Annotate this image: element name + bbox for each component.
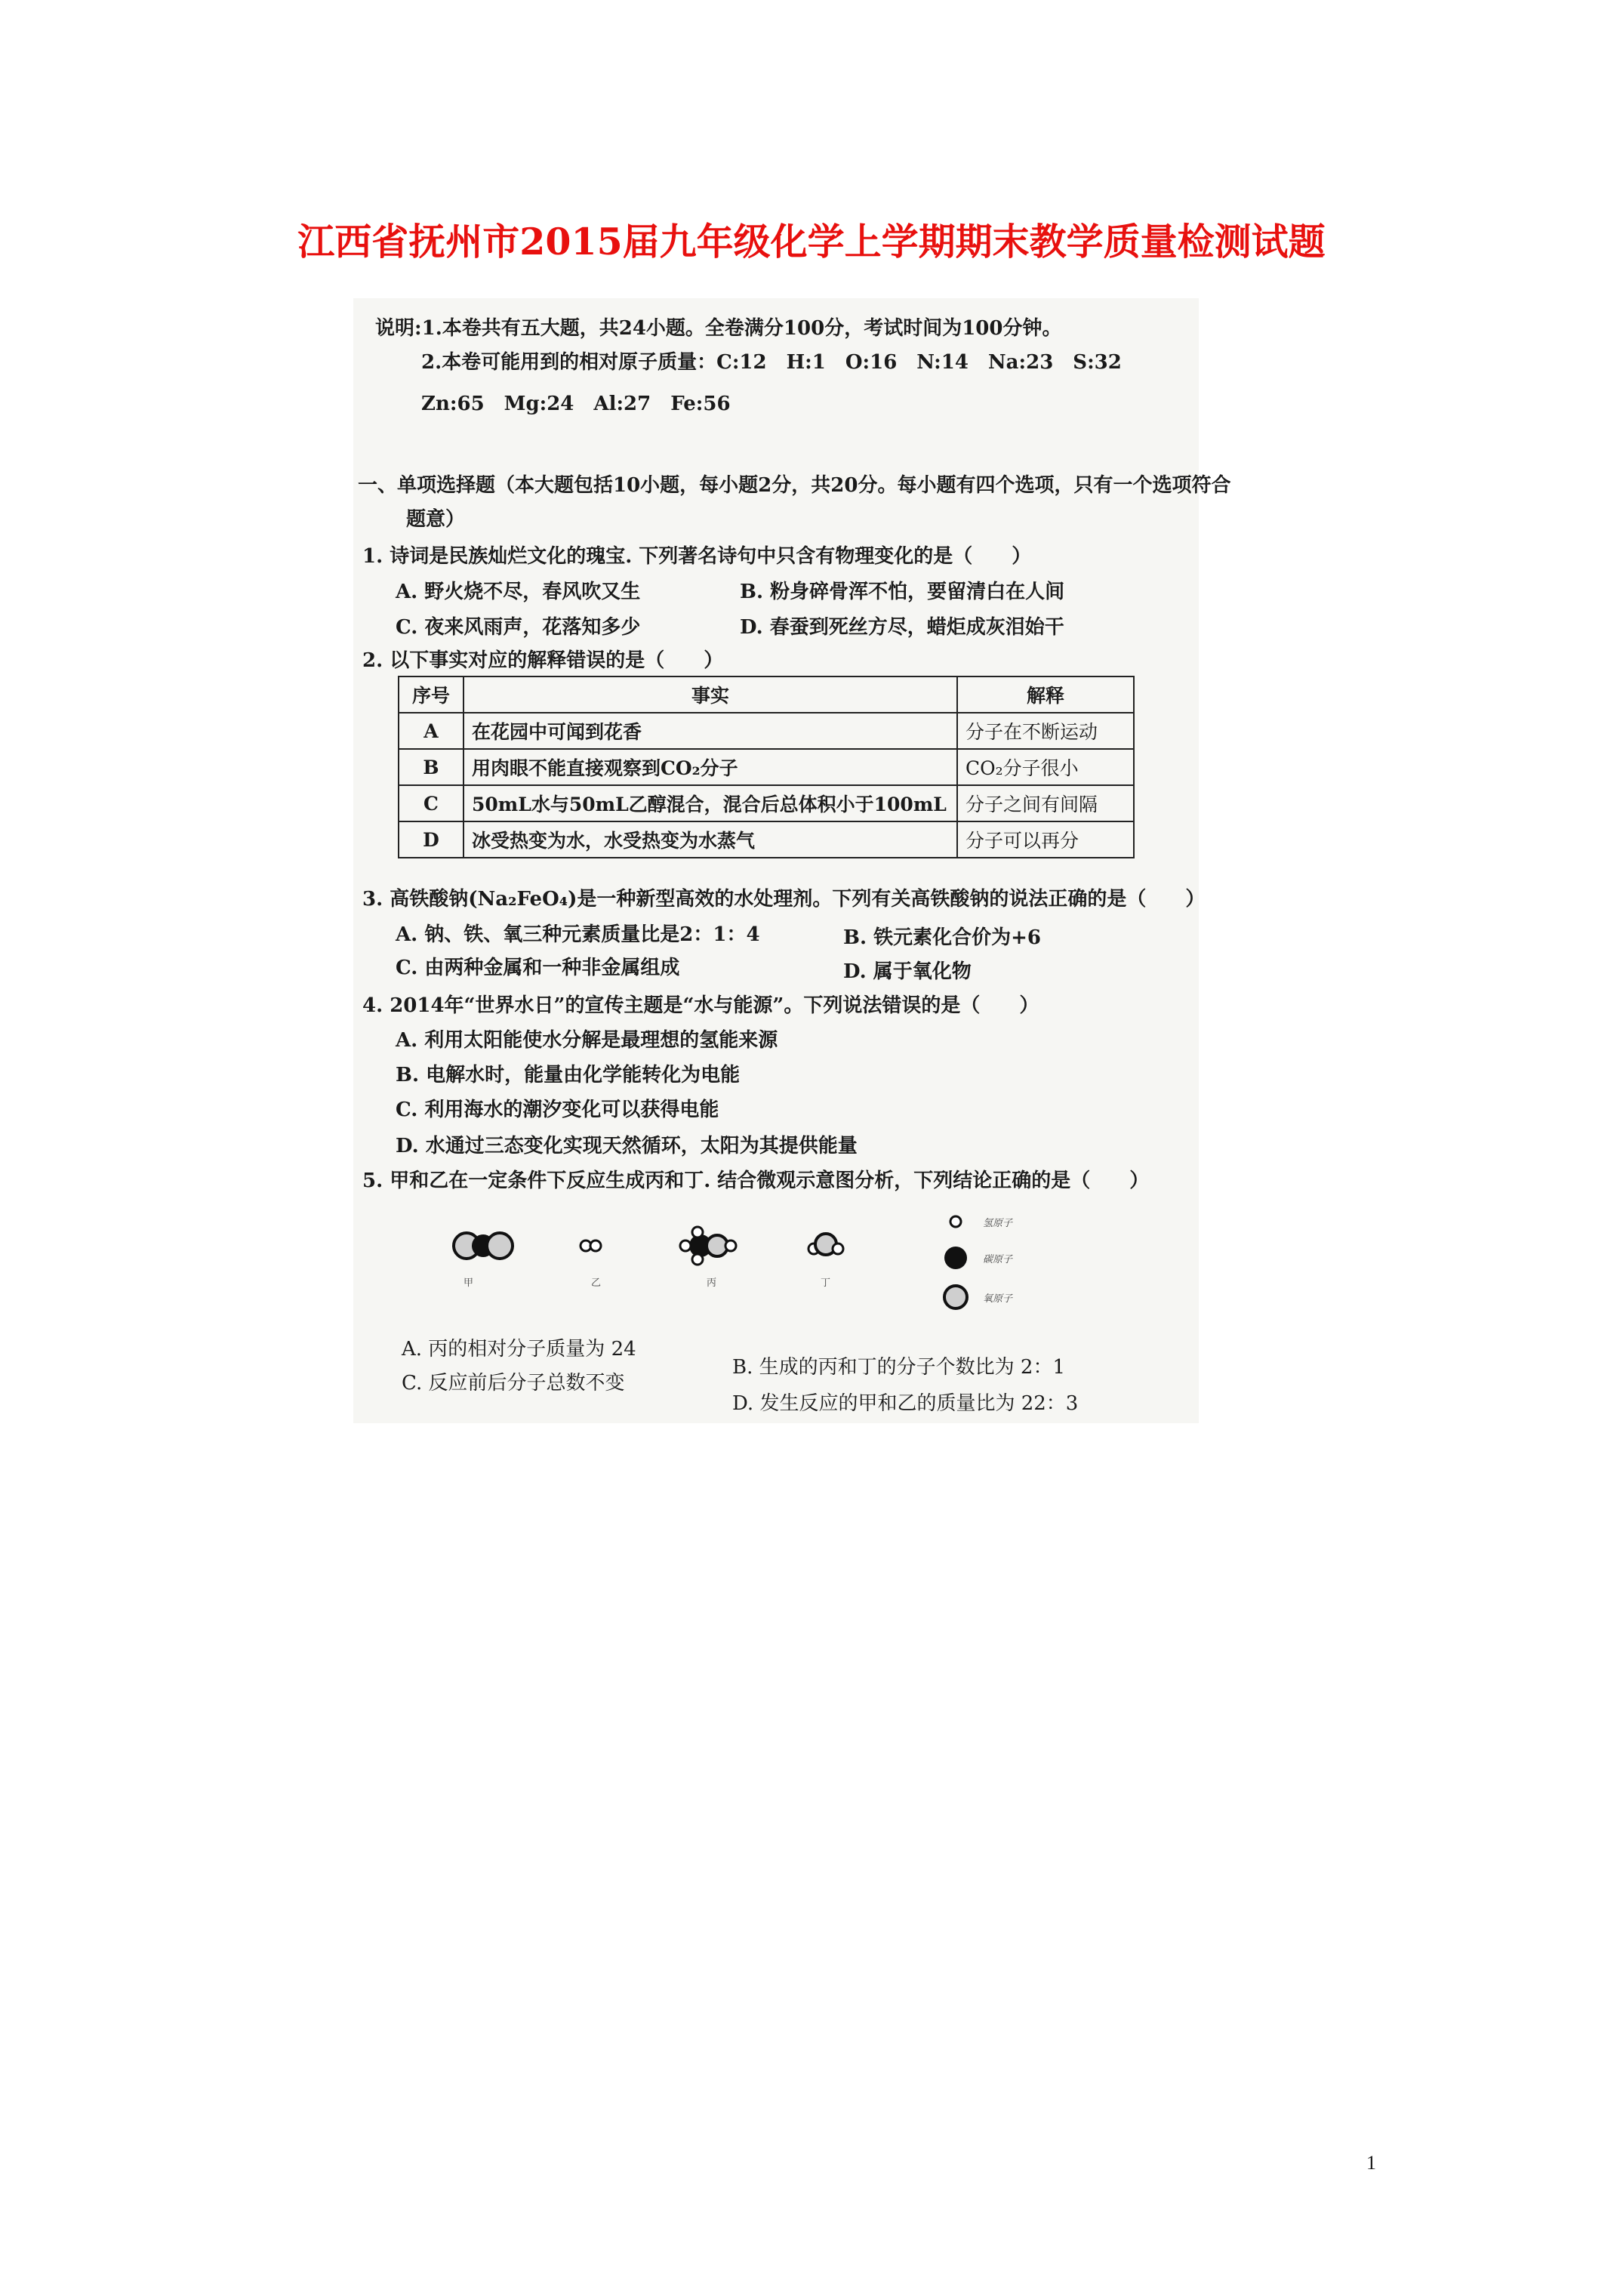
- q1-option-d: D. 春蚕到死丝方尽，蜡炬成灰泪始干: [740, 616, 1064, 639]
- note-line-2: 2.本卷可能用到的相对原子质量：C:12 H:1 O:16 N:14 Na:23 S:32: [421, 351, 1122, 374]
- q4-option-d: D. 水通过三态变化实现天然循环，太阳为其提供能量: [396, 1135, 858, 1157]
- q3-option-c: C. 由两种金属和一种非金属组成: [396, 957, 680, 979]
- legend-carbon-label: 碳原子: [983, 1254, 1013, 1265]
- label-bing: 丙: [707, 1277, 717, 1289]
- q4-option-c: C. 利用海水的潮汐变化可以获得电能: [396, 1099, 719, 1121]
- header-explain: 解释: [957, 676, 1134, 713]
- q3-option-b: B. 铁元素化合价为+6: [843, 926, 1041, 949]
- row-explain: 分子可以再分: [957, 821, 1134, 858]
- molecule-bing: [680, 1227, 736, 1265]
- molecule-jia: [454, 1233, 513, 1259]
- section-heading-cont: 题意）: [406, 508, 466, 531]
- page-title: 江西省抚州市2015届九年级化学上学期期末教学质量检测试题: [297, 220, 1326, 264]
- table-row: [399, 713, 1134, 749]
- q5-option-a: A. 丙的相对分子质量为 24: [402, 1338, 636, 1361]
- legend-carbon-icon: [944, 1247, 967, 1269]
- q1-option-b: B. 粉身碎骨浑不怕，要留清白在人间: [740, 581, 1065, 603]
- header-fact: 事实: [463, 676, 957, 713]
- q5-option-c: C. 反应前后分子总数不变: [402, 1372, 625, 1395]
- legend-oxygen-icon: [944, 1286, 967, 1308]
- q3-stem: 3. 高铁酸钠(Na₂FeO₄)是一种新型高效的水处理剂。下列有关高铁酸钠的说法正确的是（ ）: [362, 888, 1206, 911]
- facts-table: [398, 676, 1135, 858]
- note-line-1: 说明:1.本卷共有五大题，共24小题。全卷满分100分，考试时间为100分钟。: [375, 317, 1062, 340]
- q5-stem: 5. 甲和乙在一定条件下反应生成丙和丁. 结合微观示意图分析，下列结论正确的是（ ）: [362, 1170, 1150, 1192]
- q1-stem: 1. 诗词是民族灿烂文化的瑰宝. 下列著名诗句中只含有物理变化的是（ ）: [362, 545, 1032, 568]
- row-explain: 分子在不断运动: [957, 713, 1134, 749]
- row-fact: 用肉眼不能直接观察到CO₂分子: [463, 749, 957, 785]
- row-id: B: [399, 749, 463, 785]
- molecule-yi: [581, 1240, 601, 1251]
- q4-option-a: A. 利用太阳能使水分解是最理想的氢能来源: [396, 1029, 778, 1052]
- row-id: A: [399, 713, 463, 749]
- row-id: D: [399, 821, 463, 858]
- table-row: [399, 785, 1134, 821]
- header-id: 序号: [399, 676, 463, 713]
- q3-option-a: A. 钠、铁、氧三种元素质量比是2：1：4: [396, 923, 760, 946]
- row-fact: 50mL水与50mL乙醇混合，混合后总体积小于100mL: [463, 785, 957, 821]
- q1-option-c: C. 夜来风雨声，花落知多少: [396, 616, 641, 639]
- row-fact: 冰受热变为水，水受热变为水蒸气: [463, 821, 957, 858]
- row-explain: 分子之间有间隔: [957, 785, 1134, 821]
- label-jia: 甲: [463, 1277, 474, 1289]
- molecule-ding: [808, 1234, 843, 1255]
- label-yi: 乙: [591, 1277, 602, 1289]
- q5-option-b: B. 生成的丙和丁的分子个数比为 2：1: [732, 1356, 1065, 1379]
- q4-stem: 4. 2014年“世界水日”的宣传主题是“水与能源”。下列说法错误的是（ ）: [362, 994, 1039, 1017]
- table-row: [399, 821, 1134, 858]
- note-line-3: Zn:65 Mg:24 Al:27 Fe:56: [421, 393, 731, 415]
- row-fact: 在花园中可闻到花香: [463, 713, 957, 749]
- row-id: C: [399, 785, 463, 821]
- q4-option-b: B. 电解水时，能量由化学能转化为电能: [396, 1064, 741, 1086]
- page-number: 1: [1366, 2152, 1376, 2174]
- row-explain: CO₂分子很小: [957, 749, 1134, 785]
- label-ding: 丁: [821, 1277, 831, 1289]
- legend-oxygen-label: 氧原子: [983, 1293, 1013, 1305]
- table-header-row: [399, 676, 1134, 713]
- q3-option-d: D. 属于氧化物: [843, 960, 972, 983]
- table-row: [399, 749, 1134, 785]
- section-heading: 一、单项选择题（本大题包括10小题，每小题2分，共20分。每小题有四个选项，只有一个选项符合: [358, 474, 1231, 497]
- q1-option-a: A. 野火烧不尽，春风吹又生: [396, 581, 641, 603]
- q5-option-d: D. 发生反应的甲和乙的质量比为 22：3: [732, 1392, 1079, 1415]
- legend-hydrogen-icon: [950, 1216, 961, 1227]
- q2-stem: 2. 以下事实对应的解释错误的是（ ）: [362, 649, 724, 672]
- legend-hydrogen-label: 氢原子: [983, 1218, 1013, 1229]
